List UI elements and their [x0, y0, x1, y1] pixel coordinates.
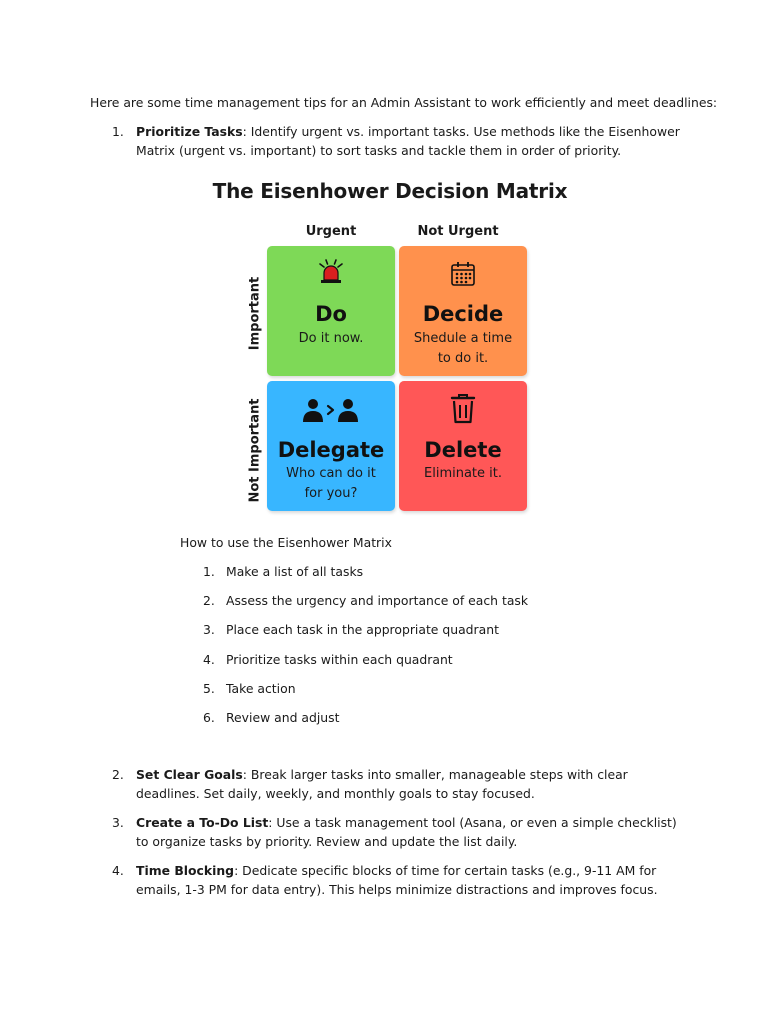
siren-icon [267, 258, 395, 289]
step-text: Review and adjust [226, 710, 340, 725]
tip-text: : Dedicate specific blocks of time for certain tasks (e.g., 9-11 AM for emails, 1-3 PM for data entry). This helps minimize distractions and improves focus. [136, 863, 658, 897]
step-number: 6. [203, 710, 215, 725]
quadrant-subtitle: Eliminate it. [424, 466, 502, 481]
people-icon [267, 397, 395, 428]
quadrant-decide [399, 246, 527, 376]
tip-text: : Use a task management tool (Asana, or even a simple checklist) to organize tasks by priority. Review and update the list daily. [136, 815, 677, 849]
step-text: Make a list of all tasks [226, 564, 364, 579]
row-header-important: Important [247, 276, 263, 351]
tip-number: 3. [112, 815, 124, 830]
quadrant-title: Do [315, 302, 347, 326]
howto-heading: How to use the Eisenhower Matrix [180, 535, 392, 550]
quadrant-title: Decide [422, 302, 504, 326]
step-text: Assess the urgency and importance of each task [226, 593, 529, 608]
quadrant-subtitle: Who can do it for you? [286, 466, 376, 501]
matrix-title: The Eisenhower Decision Matrix [212, 179, 568, 203]
quadrant-delete [399, 381, 527, 511]
tip-text: : Break larger tasks into smaller, manageable steps with clear deadlines. Set daily, weekly, and monthly goals to stay focused. [136, 767, 628, 801]
column-header-urgent: Urgent [305, 224, 357, 239]
tip-number: 2. [112, 767, 124, 782]
step-number: 2. [203, 593, 215, 608]
intro-paragraph: Here are some time management tips for an Admin Assistant to work efficiently and meet deadlines: [90, 95, 718, 110]
tip-title: Set Clear Goals [136, 767, 243, 782]
tip-title: Prioritize Tasks [136, 124, 243, 139]
step-text: Prioritize tasks within each quadrant [226, 652, 453, 667]
quadrant-title: Delegate [277, 438, 385, 462]
step-number: 5. [203, 681, 215, 696]
tip-text: : Identify urgent vs. important tasks. Use methods like the Eisenhower Matrix (urgent vs. important) to sort tasks and tackle them in order of priority. [136, 124, 680, 158]
step-text: Take action [226, 681, 296, 696]
step-text: Place each task in the appropriate quadrant [226, 622, 499, 637]
quadrant-subtitle: Shedule a time to do it. [413, 331, 513, 366]
step-number: 4. [203, 652, 215, 667]
trash-icon [399, 393, 527, 430]
tip-number: 4. [112, 863, 124, 878]
tip-title: Time Blocking [136, 863, 235, 878]
quadrant-do [267, 246, 395, 376]
quadrant-title: Delete [424, 438, 502, 462]
step-number: 3. [203, 622, 215, 637]
tip-title: Create a To-Do List [136, 815, 269, 830]
quadrant-delegate [267, 381, 395, 511]
column-header-not-urgent: Not Urgent [417, 224, 499, 239]
tip-number: 1. [112, 124, 124, 139]
calendar-icon [399, 260, 527, 293]
step-number: 1. [203, 564, 215, 579]
quadrant-subtitle: Do it now. [298, 331, 364, 346]
row-header-not-important: Not Important [247, 398, 263, 503]
